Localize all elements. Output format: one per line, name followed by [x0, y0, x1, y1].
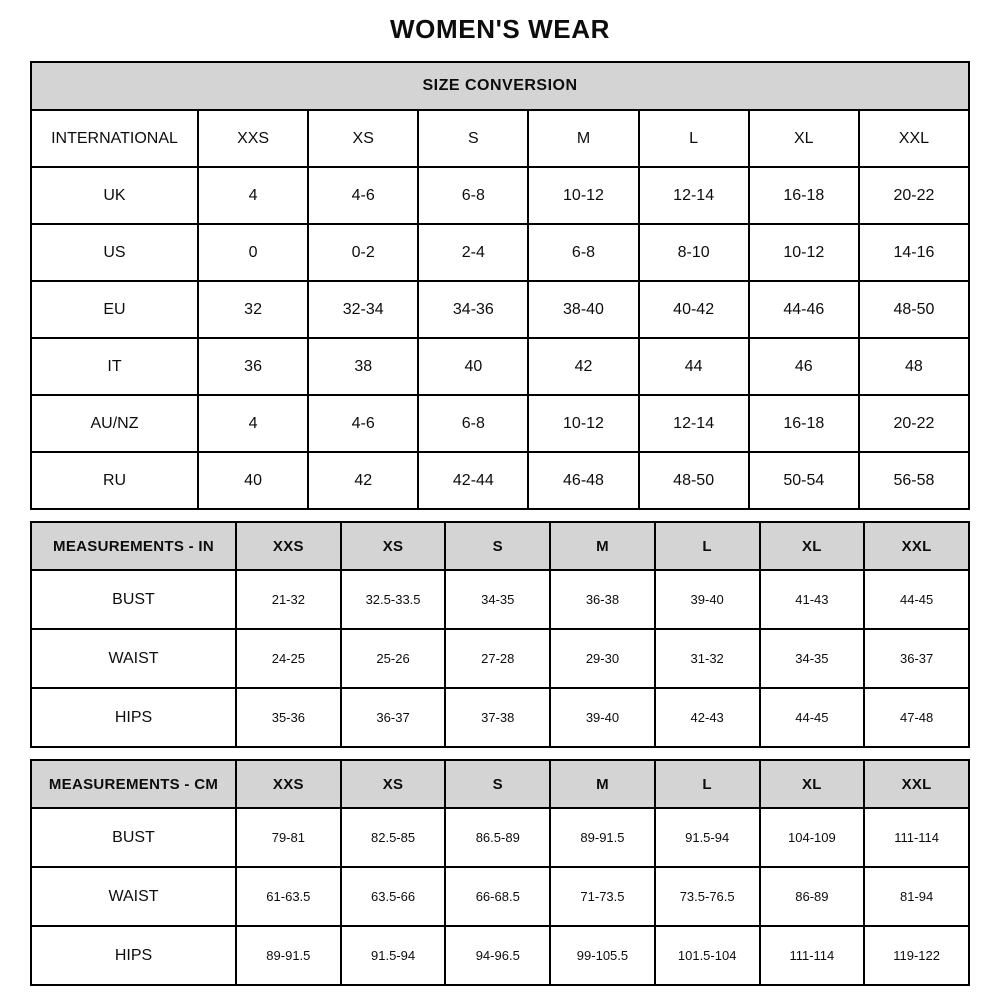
- value-cell: 46: [749, 338, 859, 395]
- value-cell: 111-114: [760, 926, 865, 985]
- value-cell: 42-44: [418, 452, 528, 509]
- value-cell: 81-94: [864, 867, 969, 926]
- value-cell: 36-37: [341, 688, 446, 747]
- value-cell: 89-91.5: [236, 926, 341, 985]
- table-row: [31, 224, 969, 281]
- row-label-cell: BUST: [31, 808, 236, 867]
- value-cell: 38-40: [528, 281, 638, 338]
- size-header-cell: M: [550, 522, 655, 570]
- measurements-in-table: [30, 521, 970, 748]
- table-row: [31, 629, 969, 688]
- value-cell: 86.5-89: [445, 808, 550, 867]
- value-cell: 29-30: [550, 629, 655, 688]
- value-cell: 104-109: [760, 808, 865, 867]
- value-cell: 46-48: [528, 452, 638, 509]
- value-cell: 48-50: [859, 281, 969, 338]
- table-header-row: [31, 760, 969, 808]
- row-header-label: INTERNATIONAL: [31, 110, 198, 167]
- value-cell: 48: [859, 338, 969, 395]
- value-cell: 34-35: [760, 629, 865, 688]
- table-row: [31, 281, 969, 338]
- value-cell: 10-12: [749, 224, 859, 281]
- size-header-cell: S: [445, 522, 550, 570]
- value-cell: 0-2: [308, 224, 418, 281]
- row-label-cell: IT: [31, 338, 198, 395]
- value-cell: 79-81: [236, 808, 341, 867]
- value-cell: 63.5-66: [341, 867, 446, 926]
- value-cell: 82.5-85: [341, 808, 446, 867]
- row-label-cell: UK: [31, 167, 198, 224]
- size-header-cell: XXL: [864, 522, 969, 570]
- size-header-cell: XS: [308, 110, 418, 167]
- value-cell: 10-12: [528, 395, 638, 452]
- size-header-cell: XXS: [198, 110, 308, 167]
- table-row: [31, 808, 969, 867]
- row-label-cell: WAIST: [31, 629, 236, 688]
- value-cell: 44-45: [864, 570, 969, 629]
- value-cell: 42: [308, 452, 418, 509]
- table-row: [31, 688, 969, 747]
- row-label-cell: EU: [31, 281, 198, 338]
- value-cell: 40: [198, 452, 308, 509]
- value-cell: 21-32: [236, 570, 341, 629]
- value-cell: 31-32: [655, 629, 760, 688]
- value-cell: 44-46: [749, 281, 859, 338]
- value-cell: 36: [198, 338, 308, 395]
- value-cell: 12-14: [639, 395, 749, 452]
- value-cell: 66-68.5: [445, 867, 550, 926]
- size-conversion-table: [30, 61, 970, 510]
- value-cell: 37-38: [445, 688, 550, 747]
- value-cell: 20-22: [859, 395, 969, 452]
- value-cell: 48-50: [639, 452, 749, 509]
- value-cell: 32-34: [308, 281, 418, 338]
- value-cell: 50-54: [749, 452, 859, 509]
- value-cell: 34-36: [418, 281, 528, 338]
- value-cell: 24-25: [236, 629, 341, 688]
- value-cell: 91.5-94: [655, 808, 760, 867]
- value-cell: 32: [198, 281, 308, 338]
- row-label-cell: BUST: [31, 570, 236, 629]
- size-header-cell: XL: [760, 760, 865, 808]
- size-header-cell: M: [528, 110, 638, 167]
- value-cell: 8-10: [639, 224, 749, 281]
- table-row: [31, 167, 969, 224]
- value-cell: 27-28: [445, 629, 550, 688]
- value-cell: 42-43: [655, 688, 760, 747]
- value-cell: 36-38: [550, 570, 655, 629]
- size-header-cell: XL: [760, 522, 865, 570]
- value-cell: 99-105.5: [550, 926, 655, 985]
- row-label-cell: RU: [31, 452, 198, 509]
- value-cell: 14-16: [859, 224, 969, 281]
- value-cell: 4: [198, 167, 308, 224]
- size-header-cell: XXL: [864, 760, 969, 808]
- value-cell: 42: [528, 338, 638, 395]
- value-cell: 2-4: [418, 224, 528, 281]
- table-row: [31, 926, 969, 985]
- value-cell: 25-26: [341, 629, 446, 688]
- value-cell: 89-91.5: [550, 808, 655, 867]
- row-header-label: MEASUREMENTS - IN: [31, 522, 236, 570]
- value-cell: 36-37: [864, 629, 969, 688]
- row-label-cell: US: [31, 224, 198, 281]
- value-cell: 16-18: [749, 167, 859, 224]
- value-cell: 73.5-76.5: [655, 867, 760, 926]
- size-header-cell: L: [639, 110, 749, 167]
- table-row: [31, 570, 969, 629]
- value-cell: 10-12: [528, 167, 638, 224]
- value-cell: 12-14: [639, 167, 749, 224]
- table-title: SIZE CONVERSION: [31, 62, 969, 110]
- value-cell: 20-22: [859, 167, 969, 224]
- size-header-cell: S: [445, 760, 550, 808]
- size-header-cell: XXL: [859, 110, 969, 167]
- table-row: [31, 395, 969, 452]
- table-row: [31, 867, 969, 926]
- size-header-cell: M: [550, 760, 655, 808]
- measurements-cm-table: [30, 759, 970, 986]
- value-cell: 40-42: [639, 281, 749, 338]
- table-title-row: [31, 62, 969, 110]
- value-cell: 91.5-94: [341, 926, 446, 985]
- table-row: [31, 338, 969, 395]
- value-cell: 32.5-33.5: [341, 570, 446, 629]
- value-cell: 4-6: [308, 167, 418, 224]
- value-cell: 39-40: [655, 570, 760, 629]
- value-cell: 44: [639, 338, 749, 395]
- page-title: WOMEN'S WEAR: [390, 14, 610, 44]
- size-header-cell: XS: [341, 522, 446, 570]
- value-cell: 0: [198, 224, 308, 281]
- value-cell: 44-45: [760, 688, 865, 747]
- value-cell: 101.5-104: [655, 926, 760, 985]
- row-label-cell: HIPS: [31, 688, 236, 747]
- table-row: [31, 452, 969, 509]
- value-cell: 4-6: [308, 395, 418, 452]
- value-cell: 16-18: [749, 395, 859, 452]
- row-header-label: MEASUREMENTS - CM: [31, 760, 236, 808]
- row-label-cell: AU/NZ: [31, 395, 198, 452]
- size-header-cell: S: [418, 110, 528, 167]
- table-header-row: [31, 110, 969, 167]
- value-cell: 56-58: [859, 452, 969, 509]
- value-cell: 6-8: [528, 224, 638, 281]
- value-cell: 35-36: [236, 688, 341, 747]
- size-header-cell: XS: [341, 760, 446, 808]
- value-cell: 41-43: [760, 570, 865, 629]
- size-header-cell: XXS: [236, 522, 341, 570]
- value-cell: 40: [418, 338, 528, 395]
- value-cell: 6-8: [418, 167, 528, 224]
- size-header-cell: L: [655, 760, 760, 808]
- table-header-row: [31, 522, 969, 570]
- value-cell: 47-48: [864, 688, 969, 747]
- value-cell: 38: [308, 338, 418, 395]
- size-header-cell: XXS: [236, 760, 341, 808]
- row-label-cell: HIPS: [31, 926, 236, 985]
- value-cell: 61-63.5: [236, 867, 341, 926]
- value-cell: 39-40: [550, 688, 655, 747]
- size-header-cell: XL: [749, 110, 859, 167]
- value-cell: 111-114: [864, 808, 969, 867]
- size-header-cell: L: [655, 522, 760, 570]
- value-cell: 4: [198, 395, 308, 452]
- row-label-cell: WAIST: [31, 867, 236, 926]
- value-cell: 86-89: [760, 867, 865, 926]
- value-cell: 34-35: [445, 570, 550, 629]
- value-cell: 119-122: [864, 926, 969, 985]
- value-cell: 94-96.5: [445, 926, 550, 985]
- value-cell: 71-73.5: [550, 867, 655, 926]
- value-cell: 6-8: [418, 395, 528, 452]
